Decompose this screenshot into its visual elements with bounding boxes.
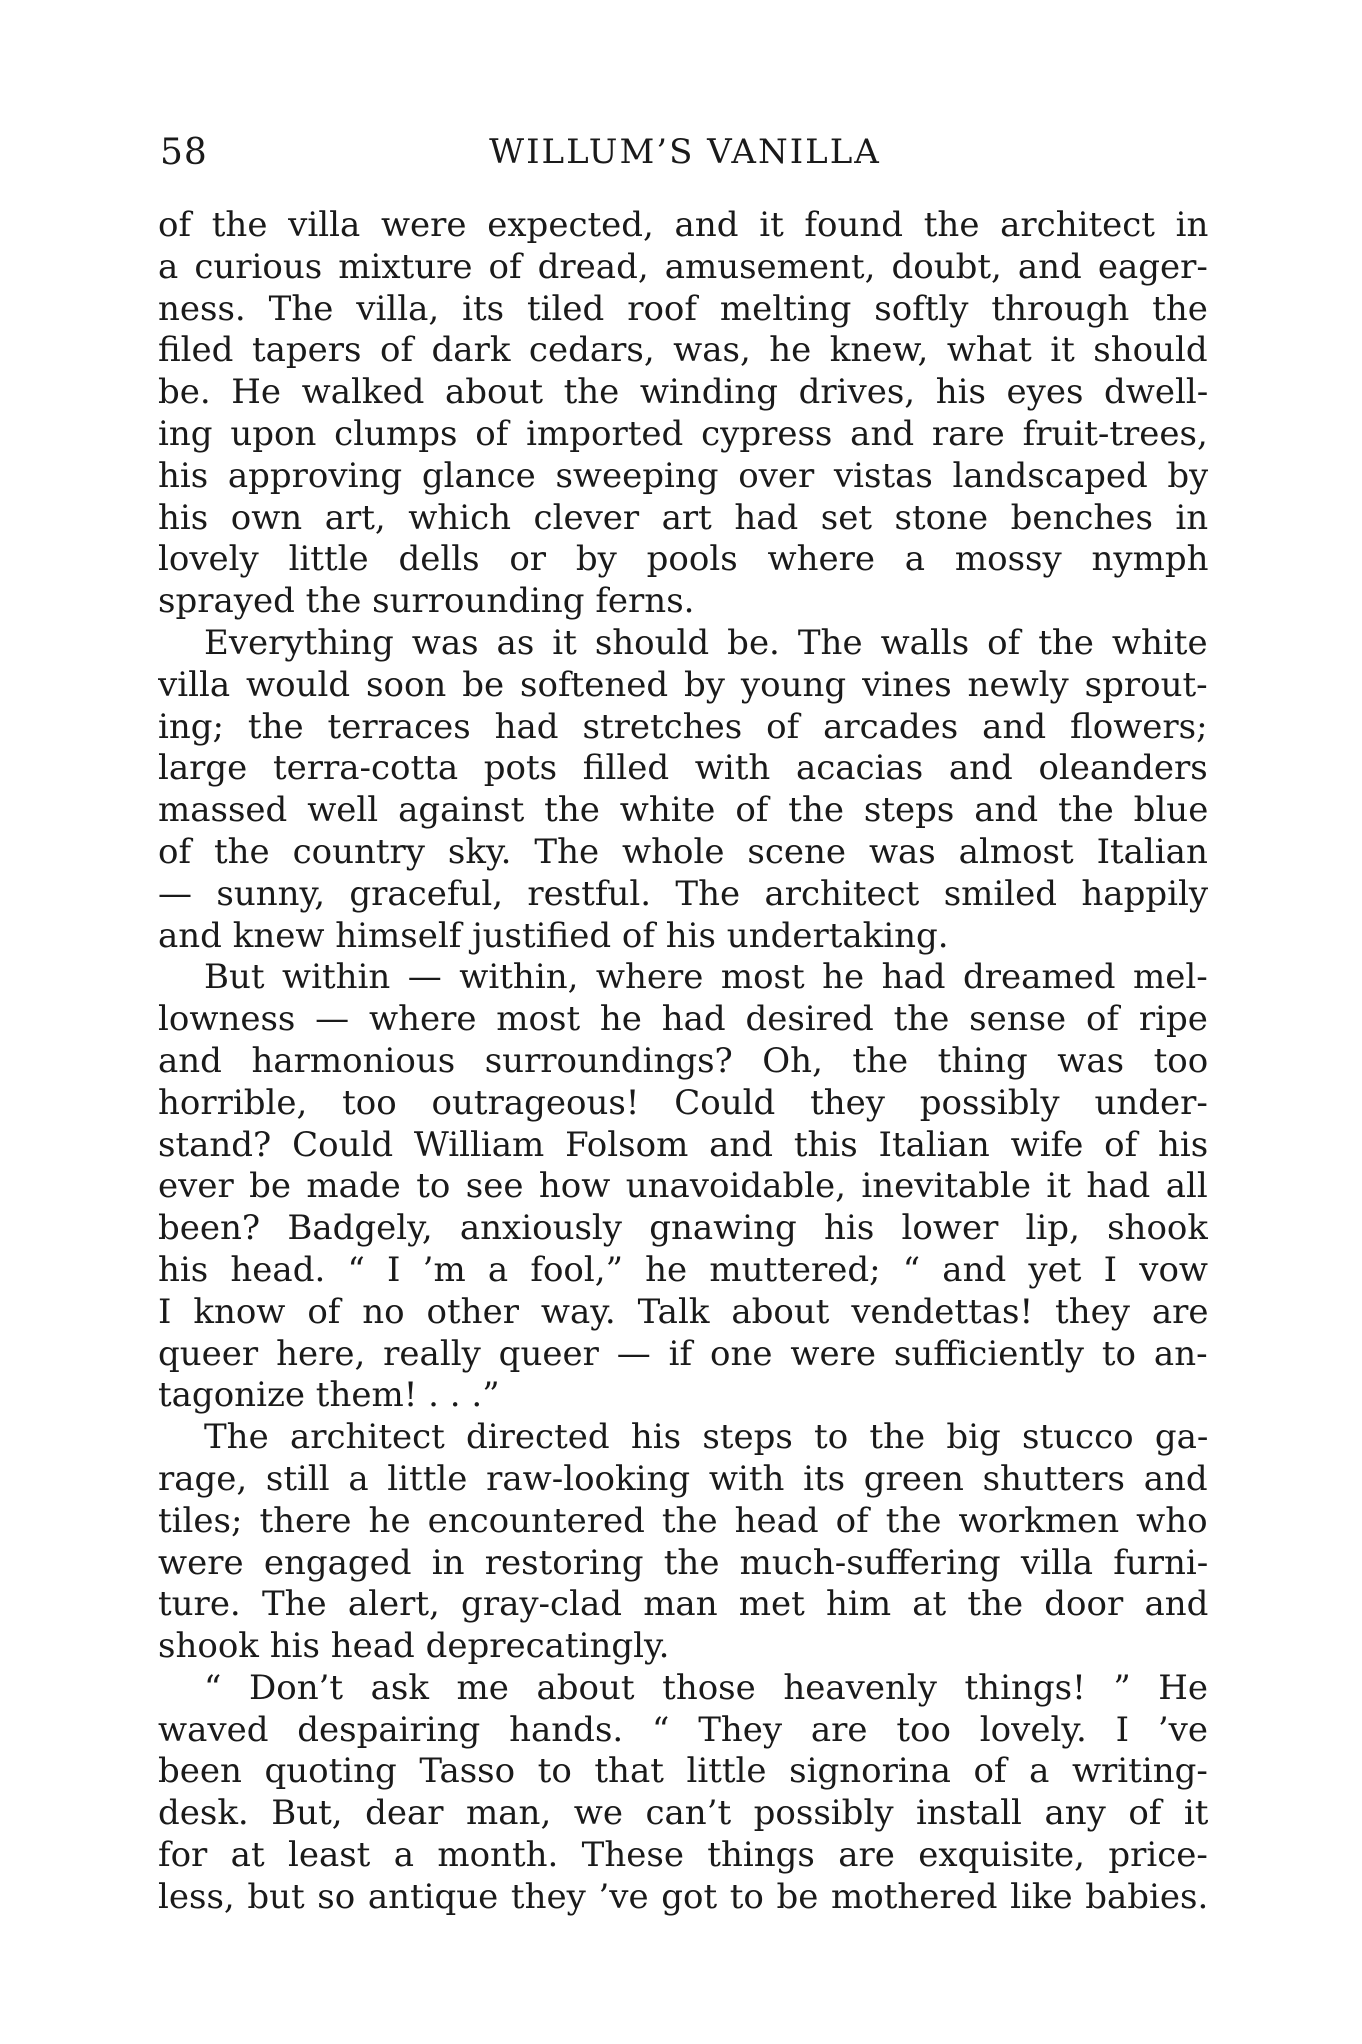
text-line: were engaged in restoring the much-suffering villa furni- bbox=[158, 1542, 1208, 1583]
text-line: and harmonious surroundings? Oh, the thing was too bbox=[158, 1040, 1208, 1081]
text-line: horrible, too outrageous! Could they possibly under- bbox=[158, 1082, 1208, 1123]
page-number: 58 bbox=[160, 132, 208, 173]
text-line: ture. The alert, gray-clad man met him at the door and bbox=[158, 1584, 1208, 1625]
text-line: his own art, which clever art had set stone benches in bbox=[158, 497, 1208, 538]
text-line: The architect directed his steps to the big stucco ga- bbox=[204, 1417, 1208, 1458]
text-line: of the country sky. The whole scene was almost Italian bbox=[158, 831, 1208, 872]
text-line: villa would soon be softened by young vines newly sprout- bbox=[158, 664, 1208, 705]
text-line: a curious mixture of dread, amusement, doubt, and eager- bbox=[158, 246, 1208, 287]
text-line: — sunny, graceful, restful. The architect smiled happily bbox=[158, 873, 1208, 914]
text-line: sprayed the surrounding ferns. bbox=[158, 581, 695, 622]
text-line: “ Don’t ask me about those heavenly things! ” He bbox=[204, 1667, 1208, 1708]
text-line: less, but so antique they ’ve got to be mothered like babies. bbox=[158, 1876, 1208, 1917]
text-line: But within — within, where most he had dreamed mel- bbox=[204, 957, 1208, 998]
text-line: be. He walked about the winding drives, his eyes dwell- bbox=[158, 372, 1208, 413]
text-line: stand? Could William Folsom and this Italian wife of his bbox=[158, 1124, 1208, 1165]
text-line: ing; the terraces had stretches of arcades and flowers; bbox=[158, 706, 1208, 747]
text-line: queer here, really queer — if one were sufficiently to an- bbox=[158, 1333, 1208, 1374]
text-line: his head. “ I ’m a fool,” he muttered; “ and yet I vow bbox=[158, 1249, 1208, 1290]
text-line: ness. The villa, its tiled roof melting softly through the bbox=[158, 288, 1208, 329]
text-line: for at least a month. These things are exquisite, price- bbox=[158, 1835, 1208, 1876]
running-title: WILLUM’S VANILLA bbox=[489, 132, 881, 172]
text-line: ever be made to see how unavoidable, inevitable it had all bbox=[158, 1166, 1208, 1207]
text-line: been quoting Tasso to that little signorina of a writing- bbox=[158, 1751, 1208, 1792]
text-line: rage, still a little raw-looking with its green shutters and bbox=[158, 1458, 1208, 1499]
text-line: waved despairing hands. “ They are too lovely. I ’ve bbox=[158, 1709, 1208, 1750]
page-header bbox=[160, 132, 1210, 182]
text-line: massed well against the white of the steps and the blue bbox=[158, 790, 1208, 831]
text-line: tiles; there he encountered the head of the workmen who bbox=[158, 1500, 1208, 1541]
text-line: ing upon clumps of imported cypress and rare fruit-trees, bbox=[158, 413, 1208, 454]
text-line: Everything was as it should be. The walls of the white bbox=[204, 622, 1208, 663]
body-text bbox=[158, 205, 1208, 1919]
text-line: tagonize them! . . .” bbox=[158, 1375, 500, 1416]
text-line: shook his head deprecatingly. bbox=[158, 1626, 670, 1667]
text-line: lovely little dells or by pools where a mossy nymph bbox=[158, 539, 1208, 580]
text-line: I know of no other way. Talk about vendettas! they are bbox=[158, 1291, 1208, 1332]
text-line: filed tapers of dark cedars, was, he knew, what it should bbox=[158, 330, 1208, 371]
text-line: desk. But, dear man, we can’t possibly install any of it bbox=[158, 1793, 1208, 1834]
text-line: his approving glance sweeping over vistas landscaped by bbox=[158, 455, 1208, 496]
text-line: large terra-cotta pots filled with acacias and oleanders bbox=[158, 748, 1208, 789]
text-line: been? Badgely, anxiously gnawing his lower lip, shook bbox=[158, 1208, 1208, 1249]
text-line: of the villa were expected, and it found the architect in bbox=[158, 205, 1208, 245]
text-line: and knew himself justified of his undertaking. bbox=[158, 915, 949, 956]
text-line: lowness — where most he had desired the sense of ripe bbox=[158, 999, 1208, 1040]
